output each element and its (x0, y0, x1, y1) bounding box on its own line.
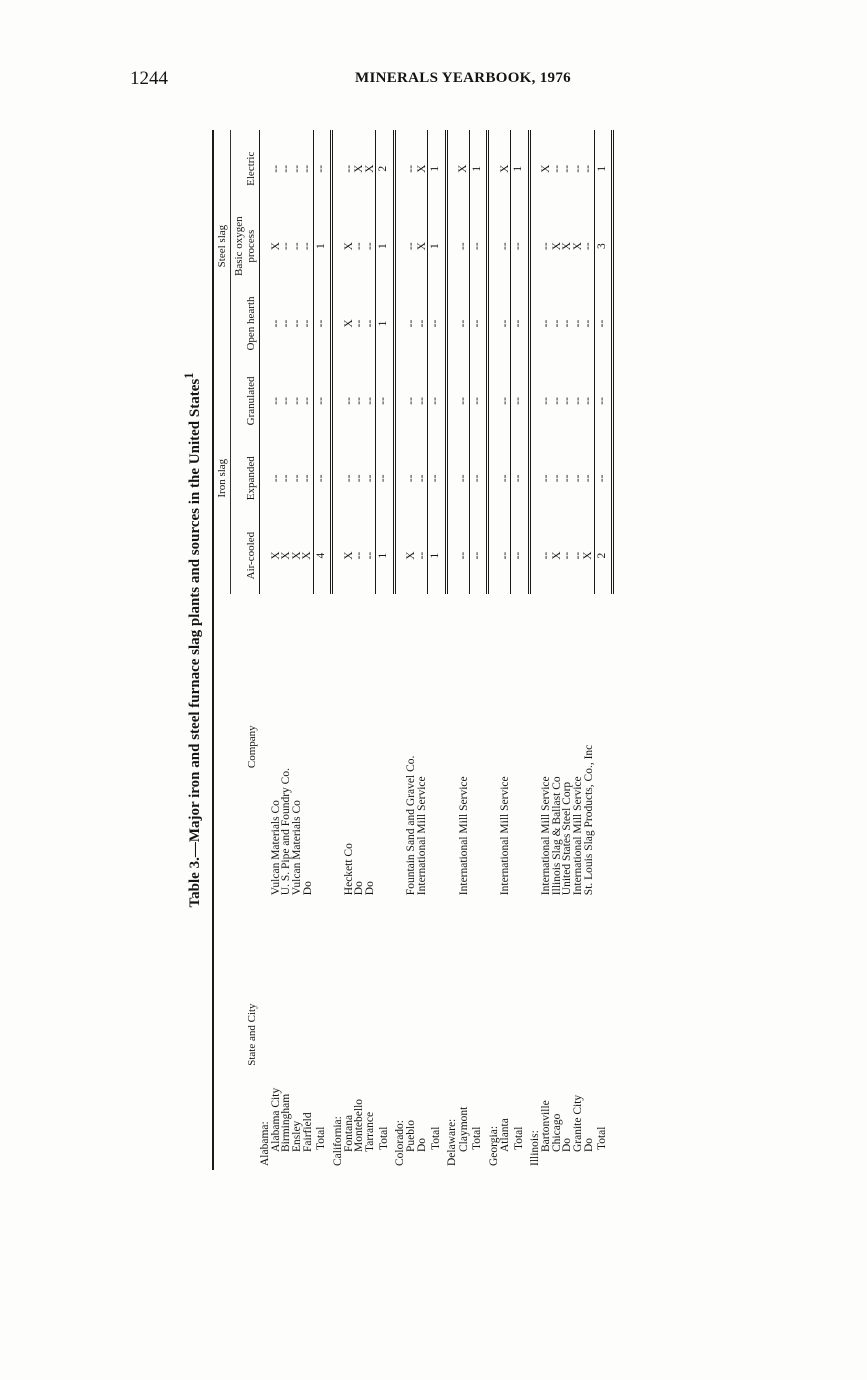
total-label (594, 899, 613, 1170)
city-cell: Birmingham (280, 1093, 293, 1152)
value-cell-ac: -- (353, 551, 366, 560)
value-cell-gr: -- (313, 362, 332, 439)
value-cell-bo: -- (540, 242, 553, 250)
company-cell (332, 594, 344, 899)
value-cell-oh: -- (363, 319, 376, 328)
value-cell-bo: 3 (594, 207, 613, 284)
total-row (469, 130, 488, 1170)
state-row (446, 130, 458, 1170)
running-title: MINERALS YEARBOOK, 1976 (355, 70, 571, 86)
value-cell-ac: -- (363, 551, 376, 560)
company-cell: U. S. Pipe and Foundry Co. (280, 768, 293, 896)
value-cell-el: -- (582, 164, 595, 173)
total-row (376, 130, 395, 1170)
table-row (365, 130, 376, 1170)
value-cell-bo: -- (582, 242, 595, 250)
value-cell-gr: -- (540, 397, 553, 405)
city-cell: Do (561, 1137, 574, 1152)
value-cell-ex: -- (582, 474, 595, 483)
company-cell (594, 594, 613, 899)
value-cell-oh: -- (469, 285, 488, 362)
company-cell (313, 594, 332, 899)
value-cell-gr: -- (415, 397, 428, 405)
value-cell-el: -- (550, 164, 563, 173)
value-cell-bo: -- (353, 242, 366, 250)
value-cell-el: X (363, 164, 376, 173)
value-cell-bo: X (550, 242, 563, 251)
value-cell-gr (332, 362, 344, 439)
value-cell-ac: -- (469, 517, 488, 594)
total-label-text: Total (596, 1126, 609, 1150)
company-cell: Heckett Co (342, 843, 355, 896)
table-title (182, 110, 204, 1170)
value-cell-el: X (498, 164, 511, 173)
table-body (260, 130, 613, 1170)
table-row (344, 130, 355, 1170)
value-cell-ac: -- (415, 551, 428, 560)
table-title-footnote-mark: 1 (182, 372, 196, 379)
value-cell-oh: -- (540, 319, 553, 328)
value-cell-ac: -- (540, 551, 553, 560)
table-row (500, 130, 511, 1170)
header-granulated: Granulated (231, 362, 260, 439)
company-cell: Do (353, 881, 366, 896)
state-row (332, 130, 344, 1170)
city-cell: Tarrance (364, 1111, 377, 1152)
value-cell-ex: -- (469, 440, 488, 517)
value-cell-oh (332, 285, 344, 362)
header-steel-slag: Steel slag (213, 130, 231, 362)
company-cell: United States Steel Corp (561, 781, 574, 896)
state-row (488, 130, 500, 1170)
value-cell-ex: -- (428, 440, 447, 517)
value-cell-gr: -- (290, 397, 303, 405)
value-cell-ex: -- (561, 474, 574, 483)
total-label (511, 899, 530, 1170)
slag-plants-table (212, 130, 614, 1170)
company-cell (488, 594, 500, 899)
value-cell-bo: -- (363, 242, 376, 250)
value-cell-ex: -- (280, 474, 293, 483)
value-cell-bo: -- (290, 242, 303, 250)
city-cell: Alabama City (269, 1087, 282, 1152)
table-row (417, 130, 428, 1170)
value-cell-oh: -- (571, 319, 584, 328)
table-row (552, 130, 563, 1170)
company-cell: Vulcan Materials Co (290, 800, 303, 896)
value-cell-ac: X (405, 551, 418, 560)
value-cell-el: X (415, 164, 428, 173)
state-name: Alabama: (259, 1121, 272, 1166)
value-cell-ac: -- (511, 517, 530, 594)
value-cell-oh: -- (301, 319, 314, 328)
value-cell-ac: -- (571, 551, 584, 560)
total-label (428, 899, 447, 1170)
rotated-table-container (182, 110, 802, 1170)
total-label-text: Total (315, 1126, 328, 1150)
value-cell-ex: -- (571, 474, 584, 483)
value-cell-el: -- (405, 164, 418, 173)
value-cell-ac: -- (498, 551, 511, 560)
value-cell-oh: -- (594, 285, 613, 362)
value-cell-oh: -- (498, 319, 511, 328)
value-cell-el (332, 130, 344, 207)
value-cell-el: -- (571, 164, 584, 173)
value-cell-oh: -- (428, 285, 447, 362)
total-row (313, 130, 332, 1170)
value-cell-oh: -- (457, 319, 470, 328)
table-row (458, 130, 469, 1170)
value-cell-ex: -- (376, 440, 395, 517)
value-cell-oh: -- (405, 319, 418, 328)
value-cell-gr: -- (269, 397, 282, 405)
company-cell (511, 594, 530, 899)
city-cell: Granite City (571, 1094, 584, 1152)
value-cell-ac: 1 (428, 517, 447, 594)
value-cell-ex: -- (363, 474, 376, 483)
total-label (376, 899, 395, 1170)
table-row (302, 130, 313, 1170)
company-cell: Vulcan Materials Co (269, 800, 282, 896)
value-cell-el: X (540, 164, 553, 173)
value-cell-gr (488, 362, 500, 439)
value-cell-el (488, 130, 500, 207)
value-cell-bo: X (561, 242, 574, 251)
value-cell-el: -- (342, 164, 355, 173)
value-cell-gr: -- (594, 362, 613, 439)
company-cell: Do (301, 881, 314, 896)
company-cell: Do (364, 881, 377, 896)
total-label (469, 899, 488, 1170)
value-cell-bo: X (571, 242, 584, 251)
header-expanded: Expanded (231, 440, 260, 517)
value-cell-oh: -- (353, 319, 366, 328)
company-cell: International Mill Service (540, 776, 553, 896)
value-cell-el: X (457, 164, 470, 173)
company-cell (446, 594, 458, 899)
value-cell-gr: -- (376, 362, 395, 439)
value-cell-ac: X (582, 551, 595, 560)
value-cell-ac: X (280, 551, 293, 560)
city-cell: Fairfield (301, 1112, 314, 1152)
value-cell-bo: X (342, 242, 355, 251)
value-cell-el: -- (280, 164, 293, 173)
value-cell-gr: -- (457, 397, 470, 405)
page-number: 1244 (130, 68, 168, 89)
value-cell-bo: -- (457, 242, 470, 250)
value-cell-el: -- (313, 130, 332, 207)
company-cell: International Mill Service (457, 776, 470, 896)
company-cell (376, 594, 395, 899)
value-cell-oh (488, 285, 500, 362)
value-cell-oh: -- (290, 319, 303, 328)
total-label-text: Total (429, 1126, 442, 1150)
value-cell-gr: -- (363, 397, 376, 405)
state-row (260, 130, 271, 1170)
value-cell-gr: -- (353, 397, 366, 405)
value-cell-ac: X (342, 551, 355, 560)
value-cell-bo (332, 207, 344, 284)
company-cell: International Mill Service (416, 776, 429, 896)
value-cell-bo: X (415, 242, 428, 251)
value-cell-ex: -- (594, 440, 613, 517)
table-row (406, 130, 417, 1170)
value-cell-gr: -- (582, 397, 595, 405)
value-cell-oh: -- (511, 285, 530, 362)
value-cell-oh: -- (269, 319, 282, 328)
value-cell-ex: -- (540, 474, 553, 483)
table-row (292, 130, 303, 1170)
company-cell: Fountain Sand and Gravel Co. (405, 755, 418, 896)
value-cell-gr: -- (405, 397, 418, 405)
value-cell-bo: -- (405, 242, 418, 250)
city-cell: Do (416, 1137, 429, 1152)
value-cell-oh: 1 (376, 285, 395, 362)
value-cell-gr: -- (428, 362, 447, 439)
table-row (354, 130, 365, 1170)
table-row (271, 130, 282, 1170)
value-cell-bo: -- (280, 242, 293, 250)
header-iron-slag: Iron slag (213, 362, 231, 594)
header-basic-oxygen: Basic oxygen process (231, 207, 260, 284)
value-cell-oh: X (342, 319, 355, 328)
header-company: Company (245, 725, 258, 769)
city-cell: Pueblo (405, 1120, 418, 1152)
value-cell-oh: -- (561, 319, 574, 328)
table-row (541, 130, 552, 1170)
total-row (511, 130, 530, 1170)
table-row (281, 130, 292, 1170)
value-cell-el: -- (301, 164, 314, 173)
value-cell-el: 1 (428, 130, 447, 207)
value-cell-ex (332, 440, 344, 517)
value-cell-gr: -- (571, 397, 584, 405)
city-cell: Do (582, 1137, 595, 1152)
city-cell: Claymont (457, 1106, 470, 1152)
state-row (394, 130, 406, 1170)
table-title-text: Table 3.—Major iron and steel furnace slag plants and sources in the United States (187, 378, 203, 908)
value-cell-el: 1 (469, 130, 488, 207)
header-air-cooled: Air-cooled (231, 517, 260, 594)
value-cell-el: X (353, 164, 366, 173)
company-cell: Illinois Slag & Ballast Co (550, 776, 563, 896)
value-cell-ex (488, 440, 500, 517)
value-cell-bo: -- (301, 242, 314, 250)
value-cell-bo: 1 (428, 207, 447, 284)
value-cell-ac: 4 (313, 517, 332, 594)
value-cell-bo: 1 (313, 207, 332, 284)
state-name: Colorado: (394, 1120, 407, 1166)
value-cell-ac (332, 517, 344, 594)
value-cell-bo: 1 (376, 207, 395, 284)
value-cell-ex: -- (342, 474, 355, 483)
value-cell-ac: X (269, 551, 282, 560)
value-cell-el: 2 (376, 130, 395, 207)
value-cell-gr: -- (511, 362, 530, 439)
value-cell-ac: X (301, 551, 314, 560)
value-cell-ex: -- (269, 474, 282, 483)
total-label (313, 899, 332, 1170)
value-cell-bo: X (269, 242, 282, 251)
value-cell-ac: -- (561, 551, 574, 560)
city-cell: Montebello (353, 1098, 366, 1152)
city-cell: Bartonville (540, 1100, 553, 1152)
value-cell-gr: -- (342, 397, 355, 405)
state-name: California: (331, 1116, 344, 1166)
value-cell-ex: -- (313, 440, 332, 517)
value-cell-el: -- (290, 164, 303, 173)
city-cell: Fontana (342, 1114, 355, 1152)
value-cell-bo: -- (498, 242, 511, 250)
state-name: Illinois: (529, 1130, 542, 1166)
value-cell-bo: -- (469, 207, 488, 284)
state-row (529, 130, 541, 1170)
value-cell-el: 1 (511, 130, 530, 207)
value-cell-ac: X (290, 551, 303, 560)
value-cell-ac: 2 (594, 517, 613, 594)
value-cell-ex: -- (405, 474, 418, 483)
value-cell-oh: -- (280, 319, 293, 328)
company-cell: St. Louis Slag Products, Co., Inc (582, 744, 595, 896)
value-cell-ac: -- (457, 551, 470, 560)
value-cell-gr: -- (561, 397, 574, 405)
value-cell-ac: 1 (376, 517, 395, 594)
value-cell-oh: -- (550, 319, 563, 328)
value-cell-el: -- (561, 164, 574, 173)
total-row (594, 130, 613, 1170)
total-label-text: Total (377, 1126, 390, 1150)
value-cell-bo: -- (511, 207, 530, 284)
value-cell-gr: -- (550, 397, 563, 405)
company-cell (469, 594, 488, 899)
value-cell-el: -- (269, 164, 282, 173)
value-cell-ex: -- (457, 474, 470, 483)
table-row (573, 130, 584, 1170)
value-cell-gr: -- (301, 397, 314, 405)
total-row (428, 130, 447, 1170)
value-cell-ac: X (550, 551, 563, 560)
value-cell-ac (488, 517, 500, 594)
total-label-text: Total (471, 1126, 484, 1150)
city-cell: Chicago (550, 1113, 563, 1152)
value-cell-oh: -- (582, 319, 595, 328)
value-cell-ex: -- (290, 474, 303, 483)
value-cell-ex: -- (353, 474, 366, 483)
table-row (583, 130, 594, 1170)
value-cell-el: 1 (594, 130, 613, 207)
table-row (562, 130, 573, 1170)
value-cell-bo (488, 207, 500, 284)
value-cell-ex: -- (301, 474, 314, 483)
value-cell-ex: -- (550, 474, 563, 483)
value-cell-ex: -- (511, 440, 530, 517)
city-cell: Ensley (290, 1120, 303, 1152)
value-cell-oh: -- (313, 285, 332, 362)
value-cell-ex: -- (498, 474, 511, 483)
company-cell: International Mill Service (499, 776, 512, 896)
header-open-hearth: Open hearth (231, 285, 260, 362)
value-cell-gr: -- (280, 397, 293, 405)
city-cell: Atlanta (499, 1118, 512, 1152)
header-electric: Electric (231, 130, 260, 207)
value-cell-ex: -- (415, 474, 428, 483)
header-state-city: State and City (245, 1003, 258, 1066)
company-cell (428, 594, 447, 899)
value-cell-gr: -- (469, 362, 488, 439)
value-cell-gr: -- (498, 397, 511, 405)
value-cell-oh: -- (415, 319, 428, 328)
company-cell: International Mill Service (571, 776, 584, 896)
state-name: Georgia: (487, 1125, 500, 1166)
total-label-text: Total (512, 1126, 525, 1150)
state-name: Delaware: (446, 1118, 459, 1166)
